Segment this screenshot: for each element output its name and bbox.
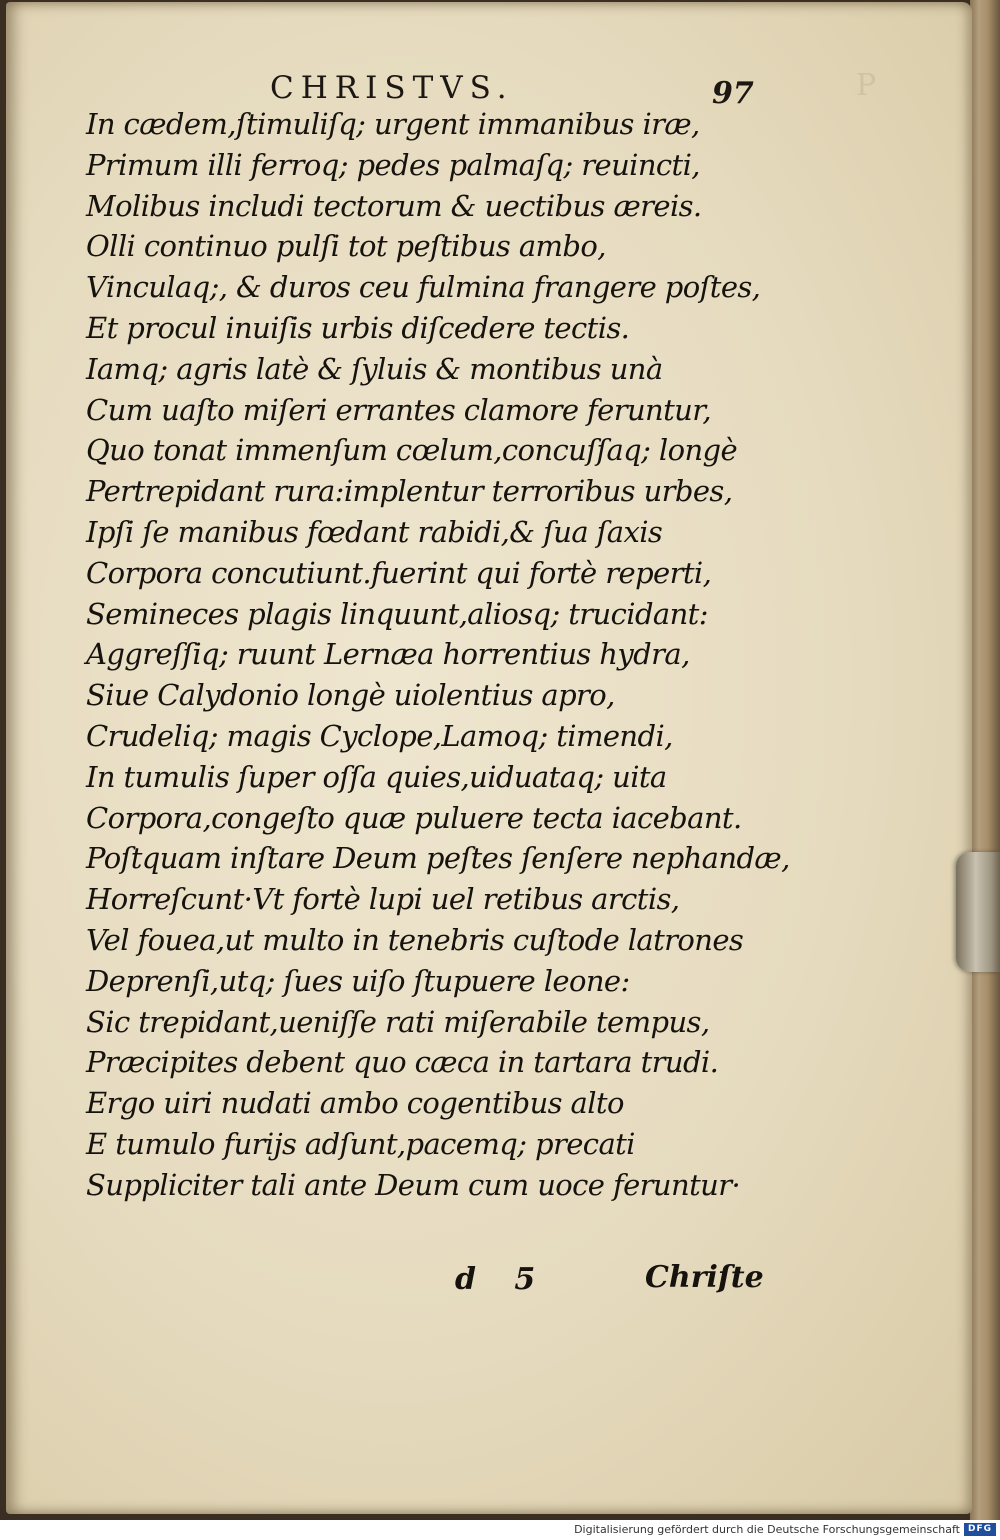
verse-line: Vel fouea,ut multo in tenebris cuſtode latrones — [86, 922, 744, 957]
verse-line: Molibus includi tectorum & uectibus æreis. — [86, 188, 702, 223]
verse-line: Præcipites debent quo cæca in tartara trudi. — [86, 1045, 719, 1080]
verse-line: E tumulo furijs adſunt,pacemq; precati — [86, 1126, 635, 1161]
verse-line: Pertrepidant rura:implentur terroribus urbes, — [86, 474, 733, 509]
verse-line: Corpora,congeſto quæ puluere tecta iacebant. — [86, 800, 742, 835]
verse-line: Deprenſi,utq; ſues uiſo ſtupuere leone: — [86, 963, 630, 998]
verse-line: Primum illi ferroq; pedes palmaſq; reuincti, — [86, 147, 700, 182]
verse-text — [86, 104, 790, 1206]
verse-line: Et procul inuiſis urbis diſcedere tectis. — [86, 310, 630, 345]
show-through-text — [751, 132, 971, 1312]
verse-line: Aggreſſiq; ruunt Lernæa horrentius hydra, — [86, 637, 690, 672]
verse-line: Siue Calydonio longè uiolentius apro, — [86, 678, 615, 713]
verse-line: In cædem,ſtimuliſq; urgent immanibus iræ, — [86, 107, 700, 141]
verse-line: Semineces plagis linquunt,aliosq; trucidant: — [86, 596, 708, 631]
footer-bar — [0, 1520, 1000, 1540]
footer-credit: Digitalisierung gefördert durch die Deutsche Forschungsgemeinschaft — [574, 1523, 960, 1536]
verse-line: Horreſcunt·Vt fortè lupi uel retibus arctis, — [86, 882, 680, 917]
verse-line: Corpora concutiunt.fuerint qui fortè reperti, — [86, 555, 712, 590]
verse-line: Cum uaſto miſeri errantes clamore feruntur, — [86, 392, 711, 427]
page-clip — [956, 852, 1000, 972]
dfg-logo: DFG — [964, 1523, 996, 1536]
page-edges — [970, 0, 1000, 1520]
running-head: CHRISTVS. — [270, 70, 514, 106]
verse-line: Vinculaq;, & duros ceu fulmina frangere poſtes, — [86, 270, 761, 305]
folio-number: 97 — [712, 76, 754, 111]
verse-line: Olli continuo pulſi tot peſtibus ambo, — [86, 229, 606, 264]
signature-mark: d 5 — [455, 1262, 536, 1297]
verse-line: Sic trepidant,ueniſſe rati miſerabile tempus, — [86, 1004, 710, 1039]
verse-line: Quo tonat immenſum cœlum,concuſſaq; longè — [86, 433, 738, 468]
verse-line: Ipſi ſe manibus fœdant rabidi,& ſua ſaxis — [86, 514, 663, 549]
verse-line: Ergo uiri nudati ambo cogentibus alto — [86, 1086, 624, 1121]
verse-line: Crudeliq; magis Cyclope,Lamoq; timendi, — [86, 718, 673, 753]
verse-line: Iamq; agris latè & ſyluis & montibus unà — [86, 351, 663, 386]
catchword: Chriſte — [645, 1260, 764, 1295]
verse-line: Suppliciter tali ante Deum cum uoce feruntur· — [86, 1167, 741, 1202]
show-through-head: P — [856, 68, 887, 103]
verse-line: In tumulis ſuper oſſa quies,uiduataq; uita — [86, 759, 667, 794]
verse-line: Poſtquam inſtare Deum peſtes ſenſere nephandæ, — [86, 841, 790, 876]
